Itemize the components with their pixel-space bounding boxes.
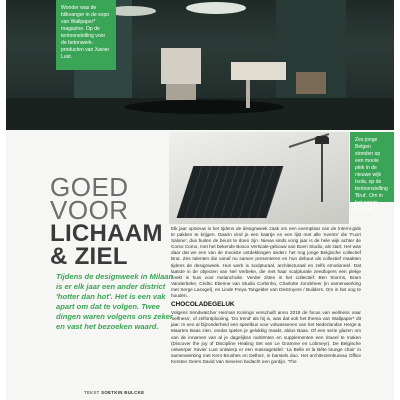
photo-table-leg (246, 80, 250, 108)
article-credit (84, 390, 144, 395)
caption-mid-text: Zes jonge Belgen stonden op een mooie plek in de nieuwe wijk Isola, op de tentoonstelling 'Brut'. Om in het oog te houden. (355, 137, 388, 213)
credit-author: SOETKIN BULCKE (101, 390, 145, 395)
headline-line-2: VOOR (50, 195, 129, 225)
photo-table (231, 62, 286, 80)
magazine-page (6, 0, 394, 400)
body-paragraph-2: Volgens trendwatcher Herman Konings verschuift anno 2018 de focus van wellness naar 'selfness', of zelfontplooiing. 'Do trend' als hij is, was dat ook het thema van Wallpaper* dit jaar. In een al bijzonderheid een speelbus voor volwassenen van het Nederlandse Herge & Maarten Baas zien, omdat spelen je gelukkig maakt, aldus Baas. Of een serie glazen om van de innamen van al je dagelijkse nutriënten en supplementen een ritueel te maken (Discover the joy of Discipline Healing Set van Le Gramme en Lobmeyr). De Belgische ontwerper Xavier Lust ontwierp er een massagetafel: 'La Belle et la Bête lounge chair' in samenwerking met Kent Brushes en Delhez, in barstels duo. Het architectenbureau Office Kersten Geers David Van Severen bedacht een gordijn. 'The (171, 310, 361, 364)
article-headline (50, 172, 170, 270)
photo-black-mat (177, 166, 284, 218)
headline-line-3: LICHAAM (50, 220, 163, 247)
article-lead: Tijdens de designweek in Milaan is er elk jaar een ander district 'hotter dan hot'. Het is een vak apart om dat te volgen. Twee dingen waren volgens ons zeker en vast het bezoeken waard. (56, 272, 174, 331)
headline-line-4: & ZIEL (50, 243, 128, 270)
photo-lamp-pole (321, 142, 323, 202)
photo-pedestal (161, 48, 201, 84)
photo-lamp (186, 2, 246, 14)
body-subhead: CHOCOLADEGELUK (171, 301, 235, 309)
credit-label: TEKST (84, 390, 102, 395)
photo-shadow (124, 100, 284, 114)
photo-caption-mid (350, 132, 394, 213)
photo-caption-top (56, 0, 116, 70)
photo-chair (296, 72, 326, 94)
caption-top-text: Wonder was de blikvanger in de expo van Wallpaper* magazine. Op de tentoonstelling voor de betonwerk-producten van Xavier Lust. (61, 5, 110, 60)
headline-line-1: GOED (50, 172, 129, 202)
photo-pedestal-base (166, 84, 196, 100)
body-paragraph-1: Elk jaar opnieuw is het tijdens de designweek zaak om een exemplaar van de Interni-gids te pakken te krijgen. Daarin vind je een kaartje en een lijst met alle 'events' die 'Fuori Salone', dus buiten de beurs te doen zijn. Nieuw sinds vorig jaar is de hele wijk achter de Corso Como, met het bekende Bosco Verticale-gebouw van Boeri Studio, als start. Het was daar dat we een van de mooiste ontdekkingen deden: het nog jonge Belgische collectief Brut. Zes talenten die vanaf nu samen presenteren en hun debuut als collectief maakten tijdens de designweek. Hun werk is sculpturaal, architecturaal en zelfs emotioneel. Dat laatste in de objecten van Nel Verbeke, die met haar sculpturale zeedlopers een plekje zoekt in huis voor melancholie. Verder zitten in het collectief: Ben Storms, Bram Vanderbeke, Cédric Etienne van Studio Corbinho, Charlotte Jonckheer (in samenwerking met Serge Lasogel), en Linde Freya Tangelder van Destroyers / Builders. Om in het oog te houden. (171, 226, 361, 299)
black-mat-photo (169, 132, 349, 224)
article-body (171, 226, 361, 367)
photo-lamp-head (315, 136, 329, 144)
